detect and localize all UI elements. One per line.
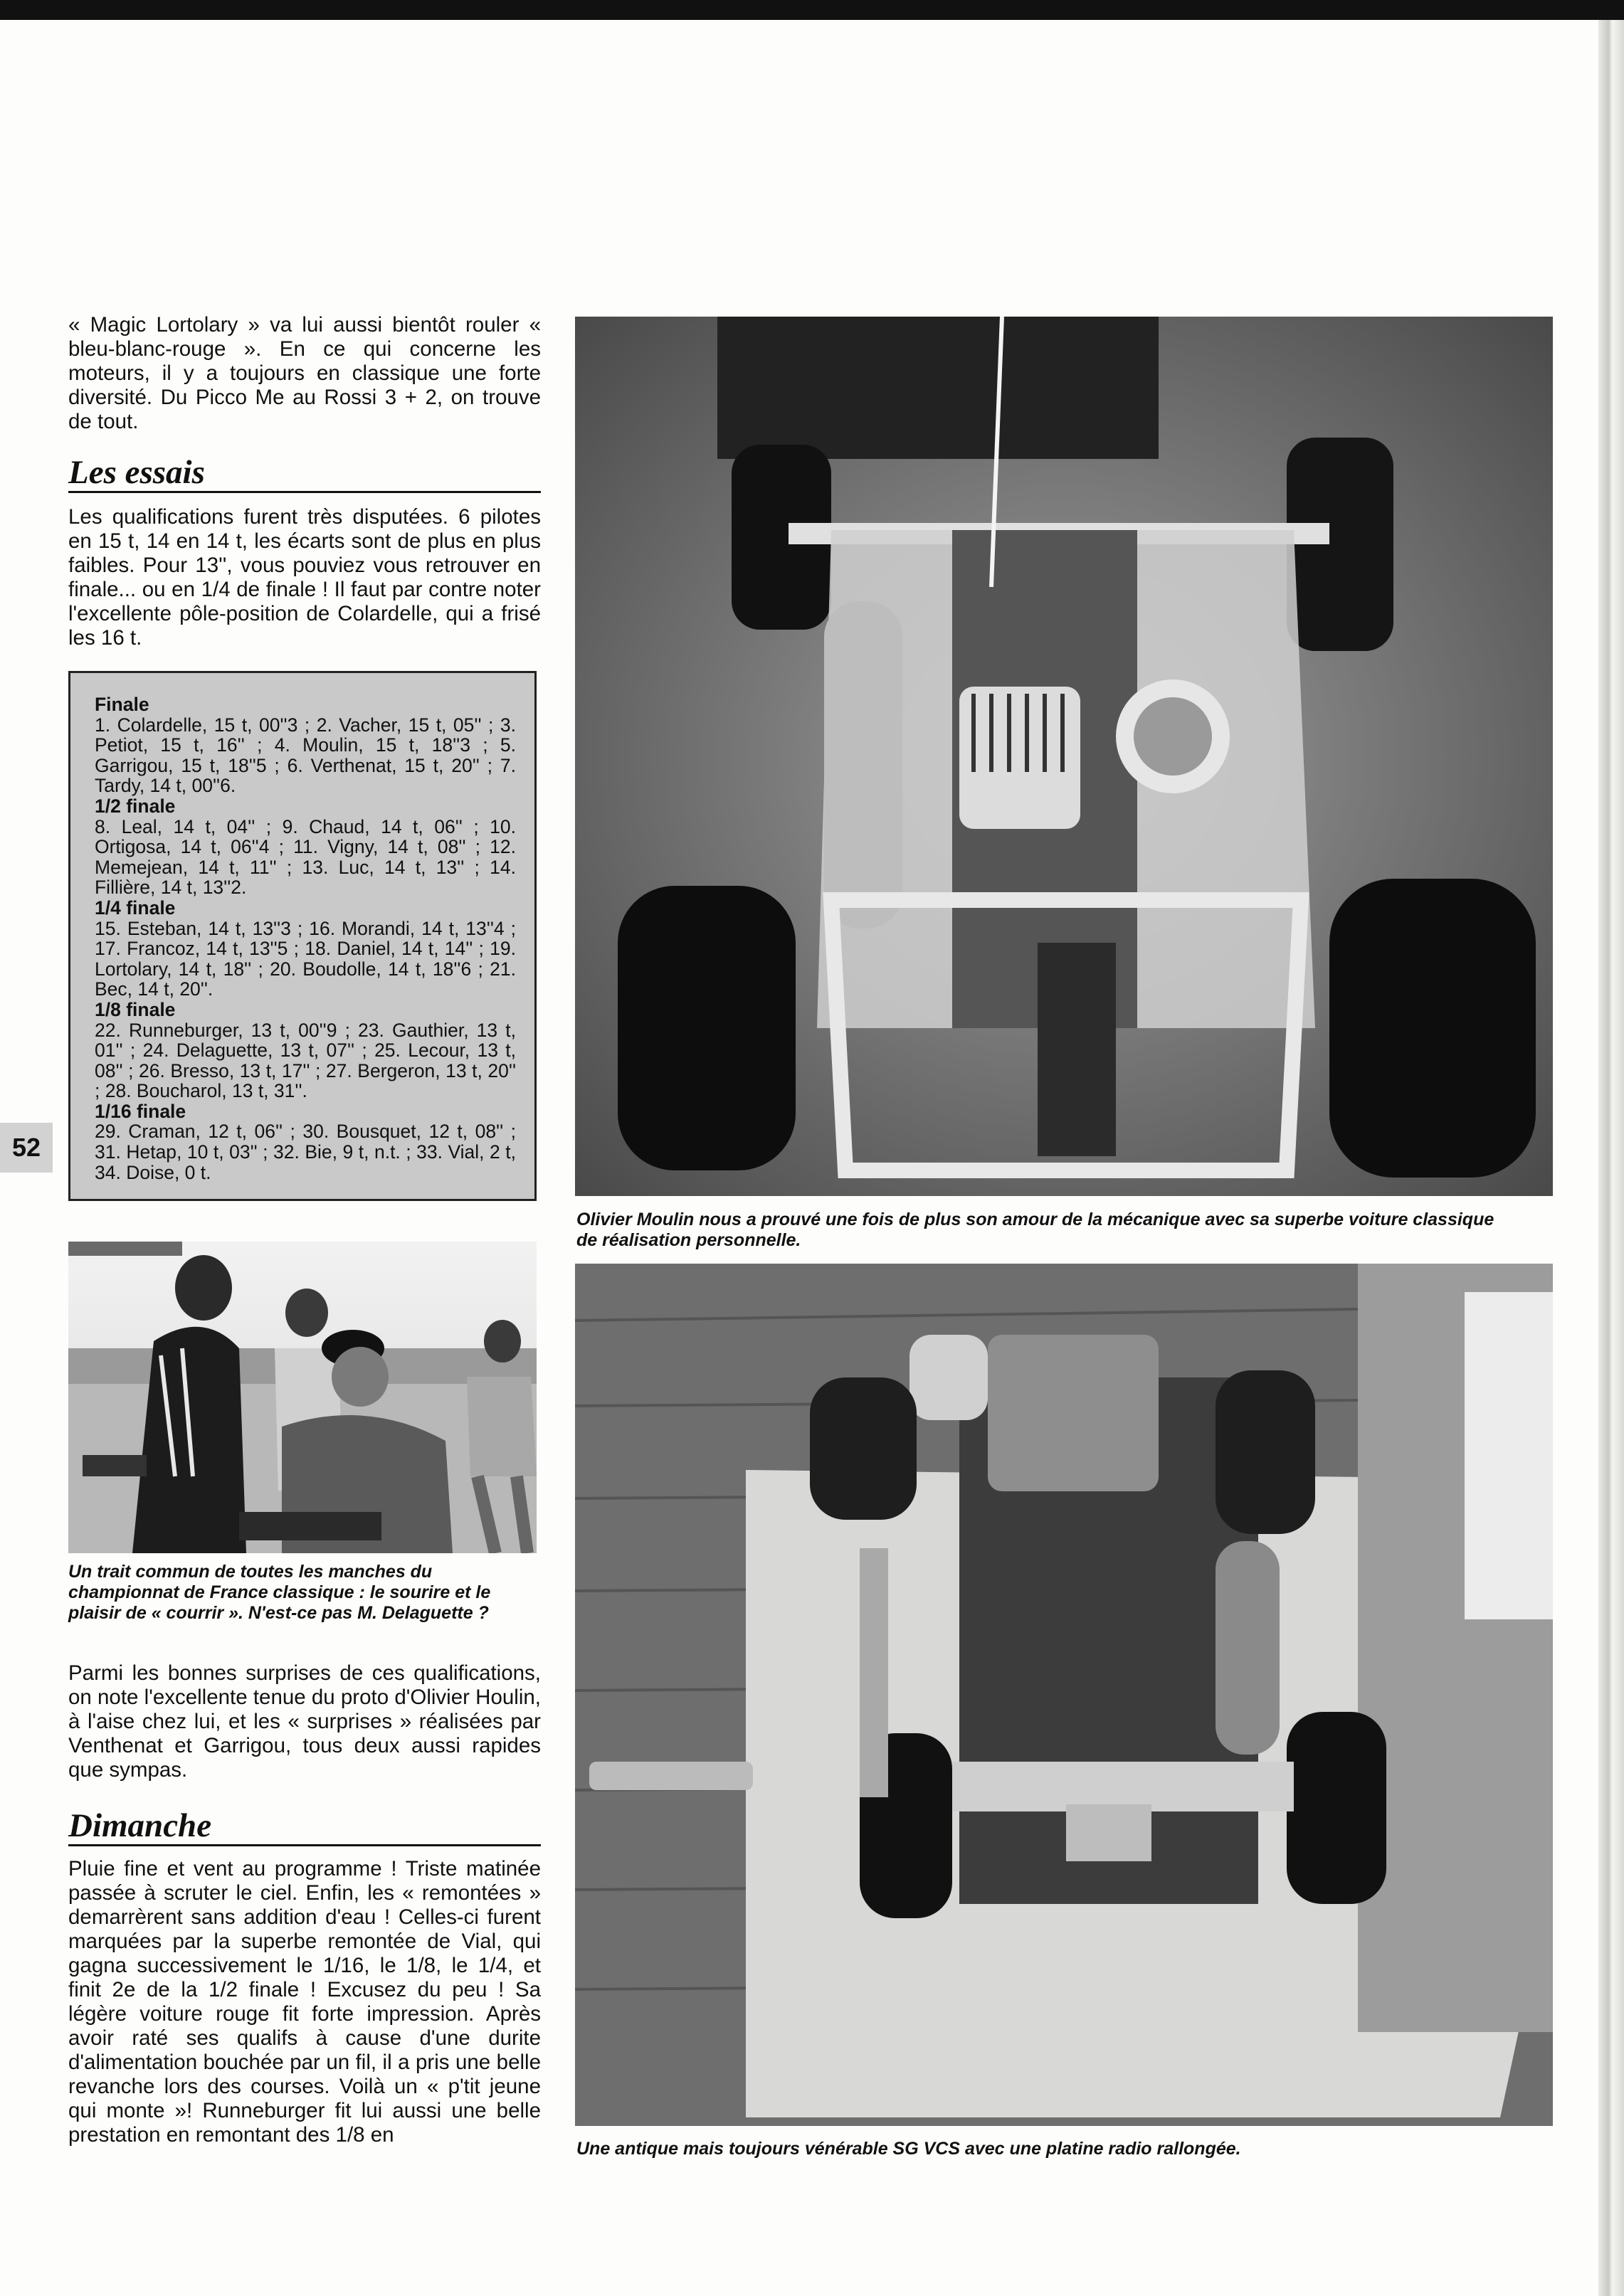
results-list: 1. Colardelle, 15 t, 00''3 ; 2. Vacher, 15 t, 05'' ; 3. Petiot, 15 t, 16'' ; 4. Moulin, 15 t, 18''3 ; 5. Garrigou, 15 t, 18''5 ; 6. Verthenat, 15 t, 20'' ; 7. Tardy, 14 t, 00''6. xyxy=(95,714,516,797)
results-box xyxy=(68,671,537,1201)
photo-sg-vcs xyxy=(575,1264,1553,2126)
photo-moulin-car xyxy=(575,317,1553,1196)
caption-moulin-car: Olivier Moulin nous a prouvé une fois de plus son amour de la mécanique avec sa superbe voiture classique de réalisation personnelle. xyxy=(576,1210,1494,1250)
surprises-paragraph: Parmi les bonnes surprises de ces qualifications, on note l'excellente tenue du proto d'Olivier Houlin, à l'aise chez lui, et les « surprises » réalisées par Venthenat et Garrigou, tous deux aussi rapides que sympas. xyxy=(68,1661,541,1782)
results-list: 8. Leal, 14 t, 04'' ; 9. Chaud, 14 t, 06'' ; 10. Ortigosa, 14 t, 06''4 ; 11. Vigny, 14 t, 08'' ; 12. Memejean, 14 t, 11'' ; 13. Luc, 14 t, 13'' ; 14. Fillière, 14 t, 13''2. xyxy=(95,815,516,899)
results-title: 1/4 finale xyxy=(95,896,176,919)
page-binding-edge xyxy=(1598,20,1624,2296)
dimanche-text-block xyxy=(68,1857,541,2147)
caption-racers: Un trait commun de toutes les manches du championnat de France classique : le sourire et le plaisir de « courrir ». N'est-ce pas M. Delaguette ? xyxy=(68,1562,491,1623)
results-title: 1/8 finale xyxy=(95,998,176,1020)
intro-text-block xyxy=(68,313,541,434)
essais-paragraph: Les qualifications furent très disputées. 6 pilotes en 15 t, 14 en 14 t, les écarts sont de plus en plus faibles. Pour 13'', vous pouviez vous retrouver en finale... ou en 1/4 de finale ! Il faut par contre noter l'excellente pôle-position de Colardelle, qui a frisé les 16 t. xyxy=(68,505,541,650)
surprises-text-block xyxy=(68,1661,541,1782)
results-title: 1/16 finale xyxy=(95,1100,186,1122)
page-number: 52 xyxy=(0,1123,53,1173)
results-title: 1/2 finale xyxy=(95,795,176,817)
heading-les-essais: Les essais xyxy=(68,454,541,493)
photo-sg-vcs-image xyxy=(575,1264,1553,2126)
results-list: 22. Runneburger, 13 t, 00''9 ; 23. Gauthier, 13 t, 01'' ; 24. Delaguette, 13 t, 07'' ; 25. Lecour, 13 t, 08'' ; 26. Bresso, 13 t, 17'' ; 27. Bergeron, 13 t, 20'' ; 28. Boucharol, 13 t, 31''. xyxy=(95,1019,516,1102)
results-group-seizieme-finale xyxy=(95,1101,516,1183)
heading-dimanche: Dimanche xyxy=(68,1807,541,1846)
photo-racers xyxy=(68,1242,537,1553)
results-group-quart-finale xyxy=(95,898,516,1000)
dimanche-paragraph: Pluie fine et vent au programme ! Triste matinée passée à scruter le ciel. Enfin, les « remontées » demarrèrent sans addition d'eau ! Celles-ci furent marquées par la superbe remontée de Vial, qui gagna successivement le 1/16, le 1/8, le 1/4, et finit 2e de la 1/2 finale ! Excusez du peu ! Sa légère voiture rouge fit forte impression. Après avoir raté ses qualifs à cause d'une durite d'alimentation bouchée par un fil, il a pris une belle revanche lors des courses. Voilà un « p'tit jeune qui monte »! Runneburger fit lui aussi une belle prestation en remontant des 1/8 en xyxy=(68,1857,541,2147)
intro-paragraph: « Magic Lortolary » va lui aussi bientôt rouler « bleu-blanc-rouge ». En ce qui concerne les moteurs, il y a toujours en classique une forte diversité. Du Picco Me au Rossi 3 + 2, on trouve de tout. xyxy=(68,313,541,433)
photo-moulin-car-image xyxy=(575,317,1553,1196)
results-list: 29. Craman, 12 t, 06'' ; 30. Bousquet, 12 t, 08'' ; 31. Hetap, 10 t, 03'' ; 32. Bie, 9 t, n.t. ; 33. Vial, 2 t, 34. Doise, 0 t. xyxy=(95,1121,516,1183)
results-group-finale xyxy=(95,694,516,796)
results-list: 15. Esteban, 14 t, 13''3 ; 16. Morandi, 14 t, 13''4 ; 17. Francoz, 14 t, 13''5 ; 18. Daniel, 14 t, 14'' ; 19. Lortolary, 14 t, 18'' ; 20. Boudolle, 14 t, 18''6 ; 21. Bec, 14 t, 20''. xyxy=(95,917,516,1000)
essais-text-block xyxy=(68,505,541,650)
caption-sg-vcs: Une antique mais toujours vénérable SG VCS avec une platine radio rallongée. xyxy=(576,2139,1241,2159)
results-group-demi-finale xyxy=(95,796,516,898)
photo-racers-image xyxy=(68,1242,537,1553)
scan-top-edge xyxy=(0,0,1624,20)
results-title: Finale xyxy=(95,694,149,715)
results-group-huitieme-finale xyxy=(95,1000,516,1101)
